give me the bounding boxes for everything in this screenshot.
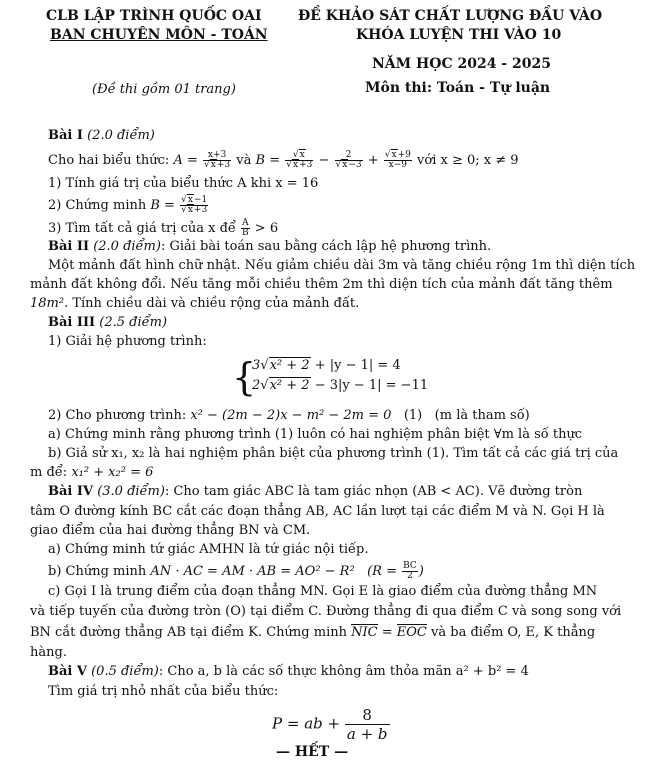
bai3-q2: 2) Cho phương trình: x² − (2m − 2)x − m² − 2m = 0 (1) (m là tham số) [48, 408, 530, 423]
bai4-line1: tâm O đường kính BC cắt các đoạn thẳng AB, AC lần lượt tại các điểm M và N. Gọi H là [30, 504, 605, 519]
exam-title: ĐỀ KHẢO SÁT CHẤT LƯỢNG ĐẦU VÀO [298, 8, 603, 24]
bai3-qa: a) Chứng minh rằng phương trình (1) luôn có hai nghiệm phân biệt ∀m là số thực [48, 427, 583, 442]
system-brace: { [232, 355, 257, 399]
school-year: NĂM HỌC 2024 - 2025 [372, 56, 551, 72]
bai1-q2: 2) Chứng minh B = $\frac{√x-1}{√x+3}$ [48, 195, 208, 215]
bai4-heading: Bài IV (3.0 điểm): Cho tam giác ABC là tam giác nhọn (AB < AC). Vẽ đường tròn [48, 484, 583, 499]
bai1-q1: 1) Tính giá trị của biểu thức A khi x = 16 [48, 176, 319, 191]
bai5-line1: Tìm giá trị nhỏ nhất của biểu thức: [48, 684, 279, 699]
bai1-heading: Bài I (2.0 điểm) [48, 128, 155, 143]
bai4-qb: b) Chứng minh AN · AC = AM · AB = AO² − R² (R = $\frac{BC}{2}$ ) [48, 561, 424, 581]
bai4-qc-line4: hàng. [30, 645, 67, 660]
bai1-q3: 3) Tìm tất cả giá trị của x để $\frac{A}{B}$ > 6 [48, 218, 279, 238]
bai1-intro: Cho hai biểu thức: A = $\frac{x+3}{√x+3}$ và B = $\frac{√x}{√x+3}$ − $\frac{2}{√x-3}$ + $\frac{√x+9}{x-9}$ với x ≥ 0; x ≠ 9 [48, 150, 519, 170]
bai5-heading: Bài V (0.5 điểm): Cho a, b là các số thực không âm thỏa mãn a² + b² = 4 [48, 664, 529, 679]
bai4-qc-line3: BN cắt đường thẳng AB tại điểm K. Chứng minh NIC = EOC và ba điểm O, E, K thẳng [30, 625, 596, 640]
subject: Môn thi: Toán - Tự luận [365, 80, 551, 96]
page-count-note: (Đề thi gồm 01 trang) [92, 82, 236, 97]
bai4-line2: giao điểm của hai đường thẳng BN và CM. [30, 523, 311, 538]
course-name: KHÓA LUYỆN THI VÀO 10 [356, 27, 562, 43]
bai2-line2: mảnh đất không đổi. Nếu tăng mỗi chiều thêm 2m thì diện tích của mảnh đất tăng thêm [30, 277, 613, 292]
bai3-heading: Bài III (2.5 điểm) [48, 315, 168, 330]
bai2-heading: Bài II (2.0 điểm): Giải bài toán sau bằng cách lập hệ phương trình. [48, 239, 492, 254]
bai2-line3: 18m². Tính chiều dài và chiều rộng của mảnh đất. [30, 296, 360, 311]
bai2-line1: Một mảnh đất hình chữ nhật. Nếu giảm chiều dài 3m và tăng chiều rộng 1m thì diện tích [48, 258, 636, 273]
p-expression: P = ab + $\frac{8}{a + b}$ [272, 706, 388, 743]
bai3-qb-line2: m để: x₁² + x₂² = 6 [30, 465, 154, 480]
department-name: BAN CHUYÊN MÔN - TOÁN [50, 27, 268, 43]
bai3-q1: 1) Giải hệ phương trình: [48, 334, 207, 349]
end-marker: — HẾT — [276, 744, 349, 760]
bai3-qb-line1: b) Giả sử x₁, x₂ là hai nghiệm phân biệt của phương trình (1). Tìm tất cả các giá trị của [48, 446, 619, 461]
club-name: CLB LẬP TRÌNH QUỐC OAI [46, 8, 262, 24]
system-eq2: 2√x² + 2 − 3|y − 1| = −11 [252, 378, 429, 393]
bai4-qc-line2: và tiếp tuyến của đường tròn (O) tại điểm C. Đường thẳng đi qua điểm C và song song với [30, 604, 622, 619]
bai4-qc-line1: c) Gọi I là trung điểm của đoạn thẳng MN. Gọi E là giao điểm của đường thẳng MN [48, 584, 598, 599]
bai4-qa: a) Chứng minh tứ giác AMHN là tứ giác nội tiếp. [48, 542, 369, 557]
system-eq1: 3√x² + 2 + |y − 1| = 4 [252, 358, 401, 373]
